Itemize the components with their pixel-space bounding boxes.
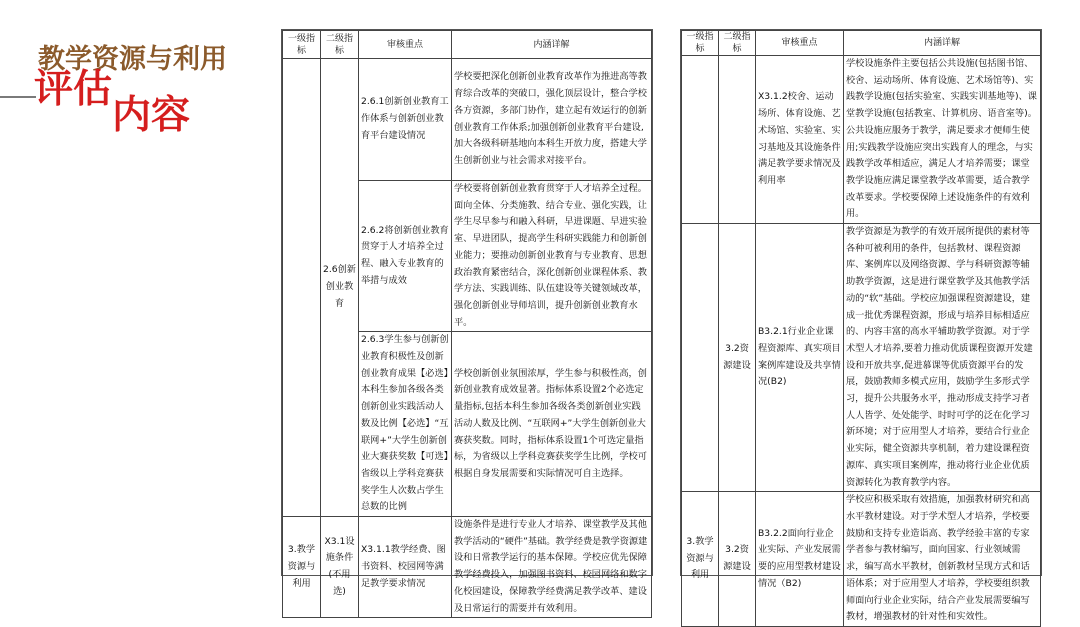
header-review-focus: 审核重点 bbox=[756, 31, 844, 56]
detail-cell: 教学资源是为教学的有效开展所提供的素材等各种可被利用的条件，包括教材、课程资源库、案例库以及网络资源、学与科研资源等辅助教学资源，这是进行课堂教学及其他教学活动的“软”基础。学校应加强课程资源建设，建成一批优秀课程资源，形成与培养目标相适应的、内容丰富的高水平辅助教学资源。对于学术型人才培养,要着力推动优质课程资源开发建设和开放共享,促进慕课等优质资源平台的发展，鼓励教师多模式应用，鼓励学生多形式学习，提升公共服务水平，推动形成支持学习者人人皆学、处处能学、时时可学的泛在化学习新环境；对于应用型人才培养，要结合行业企业实际，健全资源共享机制，着力建设课程资源库、真实项目案例库，推动将行业企业优质资源转化为教育教学内容。 bbox=[844, 224, 1041, 492]
primary-indicator-cell: 3.教学资源与利用 bbox=[682, 492, 719, 627]
review-focus-cell: B3.2.1行业企业课程资源库、真实项目案例库建设及共享情况(B2) bbox=[756, 224, 844, 492]
table-row bbox=[682, 56, 1041, 224]
header-detail: 内涵详解 bbox=[844, 31, 1041, 56]
table-header-row bbox=[682, 31, 1041, 56]
primary-indicator-cell bbox=[283, 59, 321, 517]
table-row bbox=[682, 224, 1041, 492]
header-primary-indicator: 一级指标 bbox=[283, 31, 321, 59]
detail-cell: 设施条件是进行专业人才培养、课堂教学及其他教学活动的“硬件”基础。教学经费是教学资源建设和日常教学运行的基本保障。学校应优先保障教学经费投入，加强图书资料、校园网络和数字化校园建设，保障教学经费满足教学改革、建设及日常运行的需要并有效利用。 bbox=[452, 517, 652, 618]
detail-cell: 学校要将创新创业教育贯穿于人才培养全过程。面向全体、分类施教、结合专业、强化实践，让学生尽早参与和融入科研，早进课题、早进实验室、早进团队，提高学生科研实践能力和创新创业能力；要推动创新创业教育与专业教育、思想政治教育紧密结合，深化创新创业课程体系、教学方法、实践训练、队伍建设等关键领域改革，强化创新创业导师培训，提升创新创业教育水平。 bbox=[452, 181, 652, 332]
detail-cell: 学校创新创业氛围浓厚，学生参与积极性高，创新创业教育成效显著。指标体系设置2个必选定量指标,包括本科生参加各级各类创新创业实践活动人数及比例、“互联网+”大学生创新创业大赛获奖数。同时，指标体系设置1个可选定量指标，为省级以上学科竞赛获奖学生比例，学校可根据自身发展需要和实际情况可自主选择。 bbox=[452, 332, 652, 517]
secondary-indicator-cell: 2.6创新创业教育 bbox=[321, 59, 359, 517]
secondary-indicator-cell: 3.2资源建设 bbox=[719, 492, 756, 627]
header-secondary-indicator: 二级指标 bbox=[719, 31, 756, 56]
left-document-page bbox=[281, 29, 653, 614]
review-focus-cell: 2.6.3学生参与创新创业教育积极性及创新创业教育成果【必选】本科生参加各级各类创新创业实践活动人数及比例【必选】“互联网+”大学生创新创业大赛获奖数【可选】省级以上学科竞赛获奖学生人次数占学生总数的比例 bbox=[359, 332, 452, 517]
review-focus-cell: B3.2.2面向行业企业实际、产业发展需要的应用型教材建设情况（B2) bbox=[756, 492, 844, 627]
review-focus-cell: X3.1.2校舍、运动场所、体育设施、艺术场馆、实验室、实习基地及其设施条件满足教学要求情况及利用率 bbox=[756, 56, 844, 224]
header-detail: 内涵详解 bbox=[452, 31, 652, 59]
slide-title bbox=[34, 56, 274, 136]
header-secondary-indicator: 二级指标 bbox=[321, 31, 359, 59]
detail-cell: 学校要把深化创新创业教育改革作为推进高等教育综合改革的突破口，强化顶层设计，整合学校各方资源，多部门协作，建立起有效运行的创新创业教育工作体系;加强创新创业教育平台建设,加大各级科研基地向本科生开放力度，搭建大学生创新创业与社会需求对接平台。 bbox=[452, 59, 652, 181]
right-review-table bbox=[681, 30, 1041, 627]
header-primary-indicator: 一级指标 bbox=[682, 31, 719, 56]
right-document-page bbox=[680, 29, 1042, 623]
slide-title-part-2: 内容 bbox=[112, 93, 191, 138]
primary-indicator-cell bbox=[682, 56, 719, 224]
secondary-indicator-cell: X3.1设施条件(不用选) bbox=[321, 517, 359, 618]
slide-subtitle: 教学资源与利用 bbox=[38, 44, 227, 75]
review-focus-cell: 2.6.2将创新创业教育贯穿于人才培养全过程、融入专业教育的举措与成效 bbox=[359, 181, 452, 332]
table-row bbox=[682, 492, 1041, 627]
detail-cell: 学校应积极采取有效措施，加强教材研究和高水平教材建设。对于学术型人才培养，学校要鼓励和支持专业造诣高、教学经验丰富的专家学者参与教材编写，面向国家、行业领域需求，编写高水平教材，创新教材呈现方式和话语体系；对于应用型人才培养，学校要组织教师面向行业企业实际，结合产业发展需要编写教材，增强教材的针对性和实效性。 bbox=[844, 492, 1041, 627]
primary-indicator-cell: 3.教学资源与利用 bbox=[283, 517, 321, 618]
review-focus-cell: 2.6.1创新创业教育工作体系与创新创业教育平台建设情况 bbox=[359, 59, 452, 181]
primary-indicator-cell bbox=[682, 224, 719, 492]
decorative-line bbox=[0, 96, 36, 98]
detail-cell: 学校设施条件主要包括公共设施(包括图书馆、校舍、运动场所、体育设施、艺术场馆等)、实践教学设施(包括实验室、实践实训基地等)、课堂教学设施(包括教室、计算机房、语音室等)。公共设施应服务于教学，满足要求才便师生使用;实践教学设施应突出实践育人的理念，与实践教学改革相适应，满足人才培养需要；课堂教学设施应满足课堂教学改革需要，适合教学改革要求。学校要保障上述设施条件的有效利用。 bbox=[844, 56, 1041, 224]
table-row bbox=[283, 517, 652, 618]
secondary-indicator-cell: 3.2资源建设 bbox=[719, 224, 756, 492]
review-focus-cell: X3.1.1教学经费、图书资料、校园网等满足教学要求情况 bbox=[359, 517, 452, 618]
secondary-indicator-cell bbox=[719, 56, 756, 224]
table-row bbox=[283, 59, 652, 181]
left-review-table bbox=[282, 30, 652, 618]
slide-title-part-1: 评估 bbox=[34, 67, 113, 112]
header-review-focus: 审核重点 bbox=[359, 31, 452, 59]
table-header-row bbox=[283, 31, 652, 59]
